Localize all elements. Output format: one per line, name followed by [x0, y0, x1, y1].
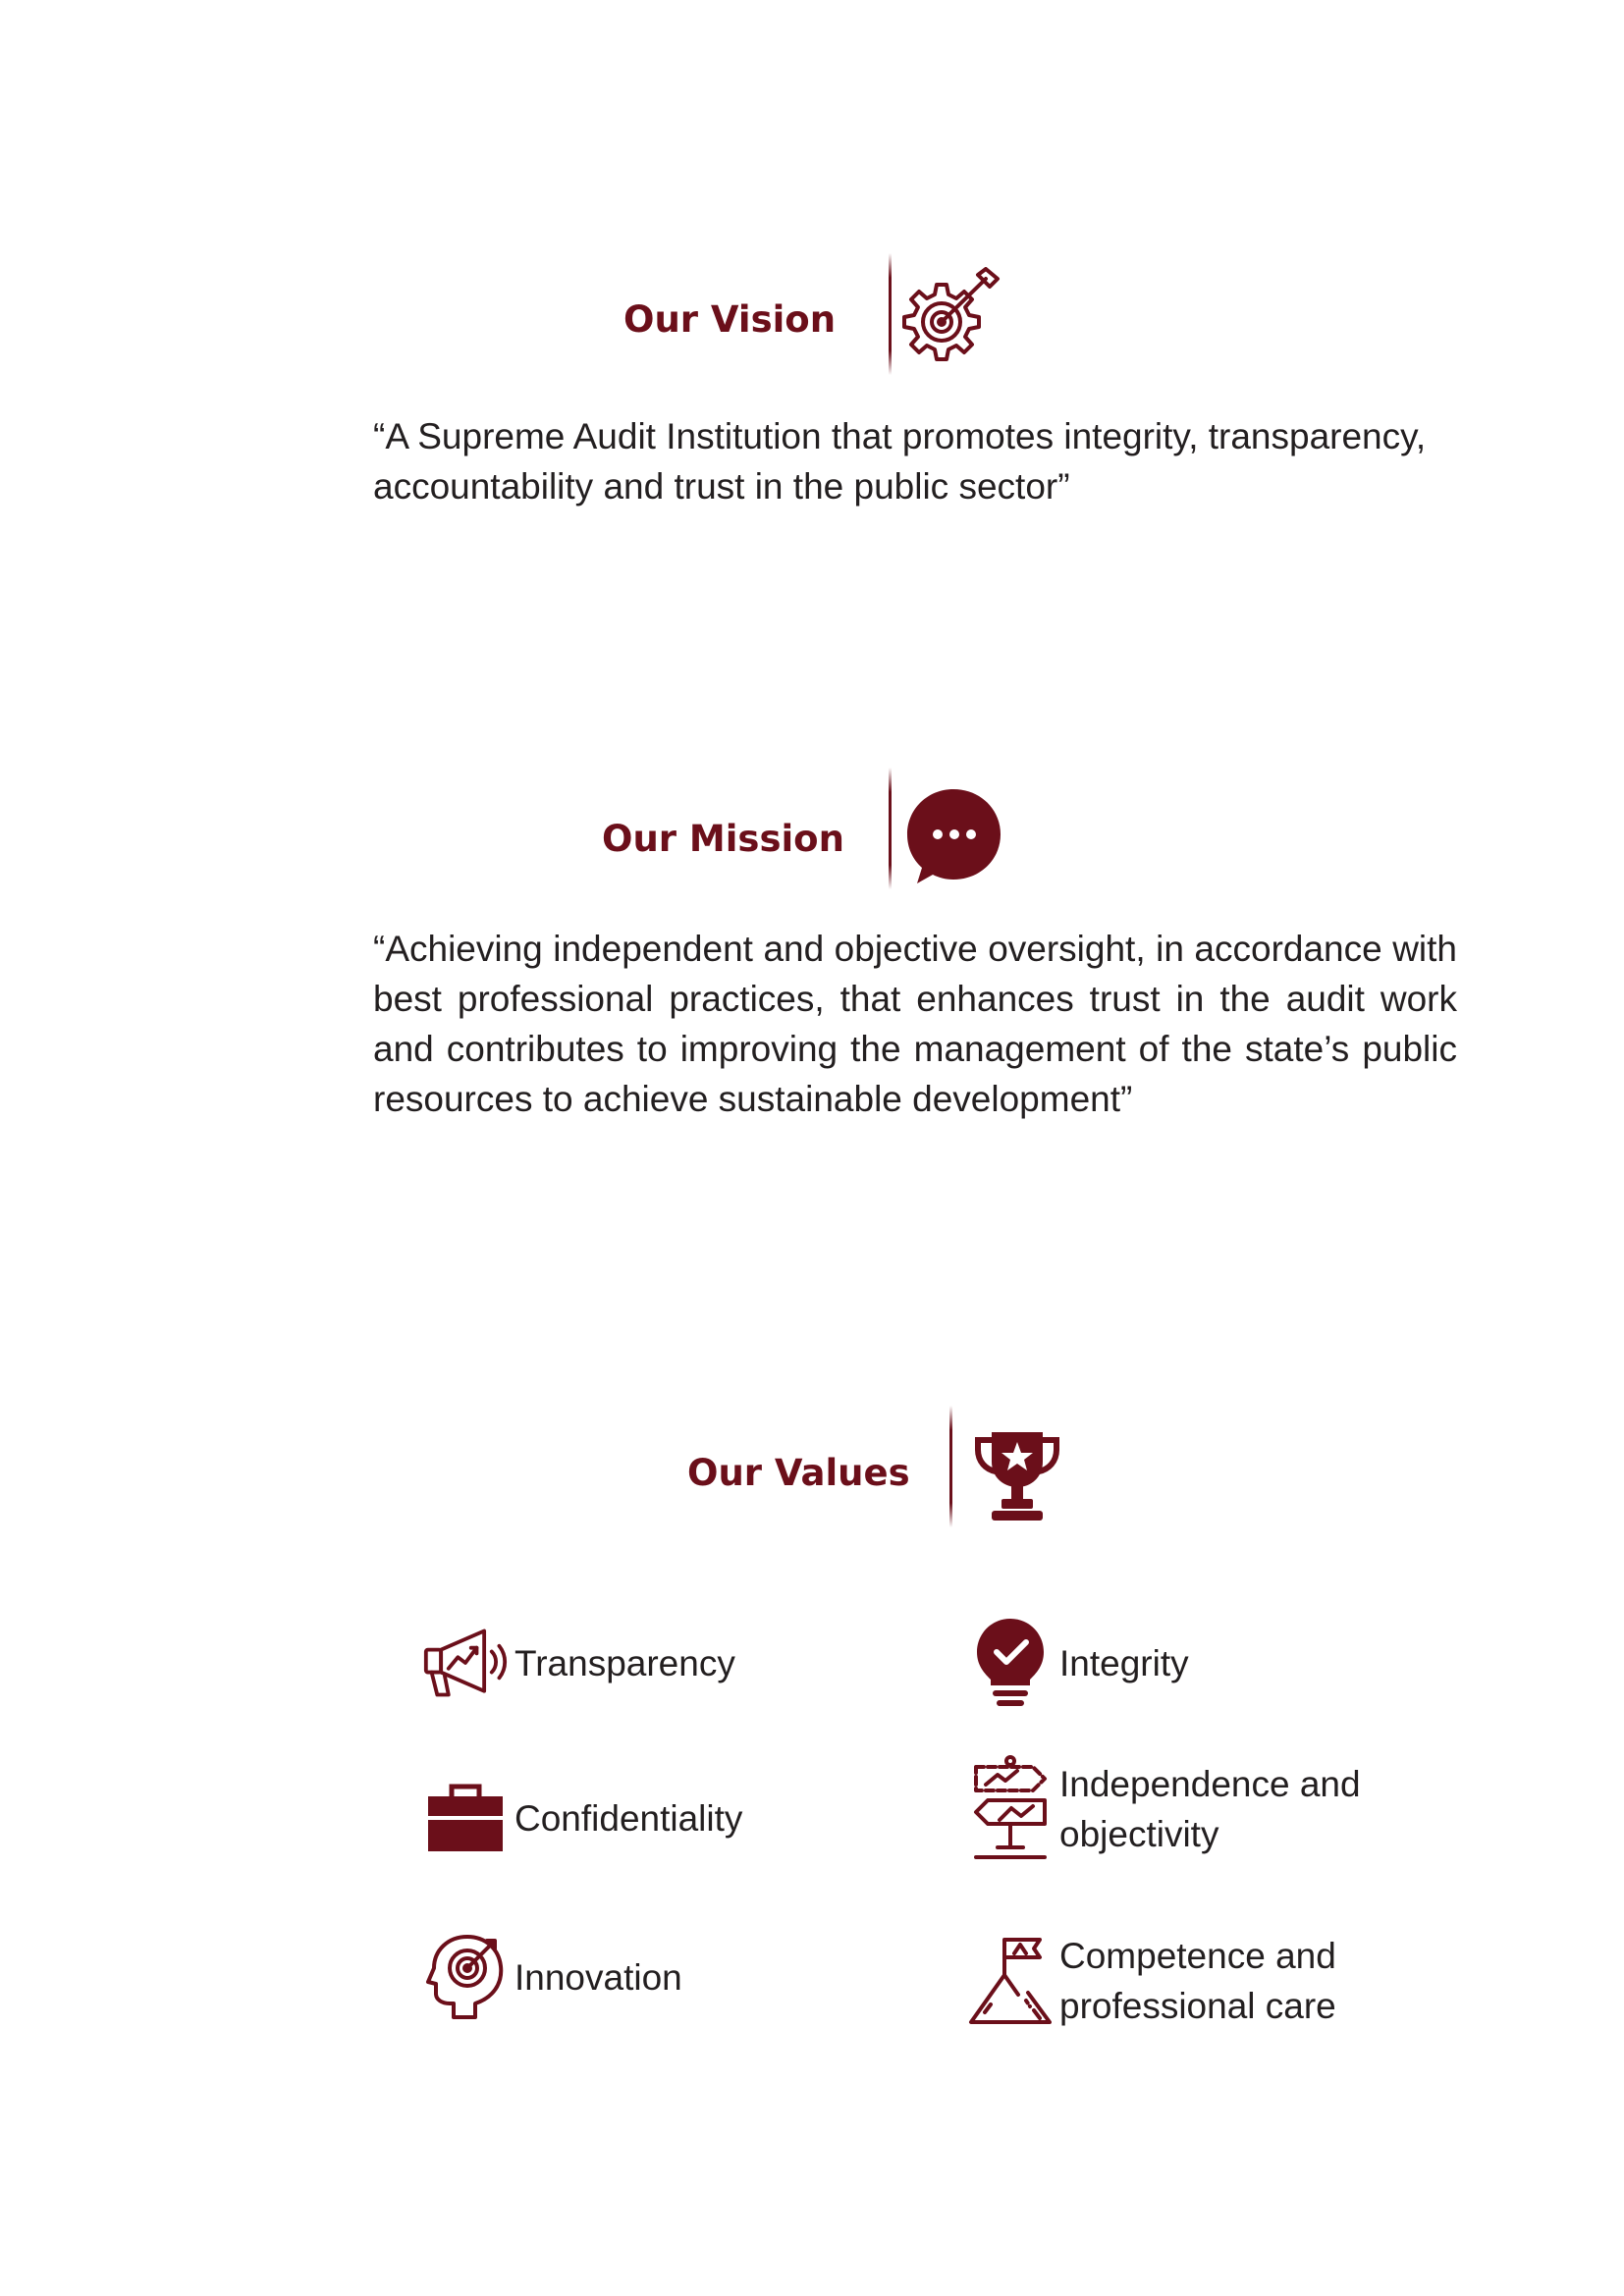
mission-heading: Our Mission — [602, 818, 844, 860]
mountain-flag-icon — [967, 1930, 1054, 2032]
lightbulb-check-icon — [967, 1616, 1054, 1710]
value-item-confidentiality — [422, 1771, 742, 1865]
vision-heading: Our Vision — [623, 298, 837, 341]
value-item-integrity — [967, 1616, 1189, 1710]
megaphone-icon — [422, 1616, 509, 1710]
value-item-independence — [967, 1745, 1393, 1873]
value-label: Integrity — [1059, 1642, 1189, 1683]
vision-divider — [889, 253, 892, 375]
head-target-icon — [422, 1930, 509, 2024]
value-item-transparency — [422, 1616, 735, 1710]
value-item-competence — [967, 1930, 1374, 2032]
values-heading: Our Values — [687, 1452, 910, 1494]
value-item-innovation — [422, 1930, 682, 2024]
value-label: Confidentiality — [514, 1797, 743, 1839]
mission-divider — [889, 768, 892, 889]
trophy-icon — [972, 1428, 1062, 1522]
value-label: Transparency — [514, 1642, 735, 1683]
value-label: Innovation — [514, 1956, 682, 1998]
briefcase-icon — [422, 1771, 509, 1865]
vision-statement: “A Supreme Audit Institution that promotes integrity, transparency, accountability and trust in the public sector” — [373, 416, 1427, 507]
value-label: Independence and objectivity — [1059, 1764, 1361, 1854]
signpost-icon — [967, 1745, 1054, 1873]
mission-statement: “Achieving independent and objective oversight, in accordance with best professional practices, that enhances trust in the audit work and contributes to improving the management of the state’s public resources to achieve sustainable development” — [373, 929, 1457, 1119]
value-label: Competence and professional care — [1059, 1936, 1336, 2026]
values-divider — [949, 1406, 952, 1527]
speech-bubble-icon — [904, 785, 1006, 887]
gear-target-icon — [901, 267, 1011, 373]
